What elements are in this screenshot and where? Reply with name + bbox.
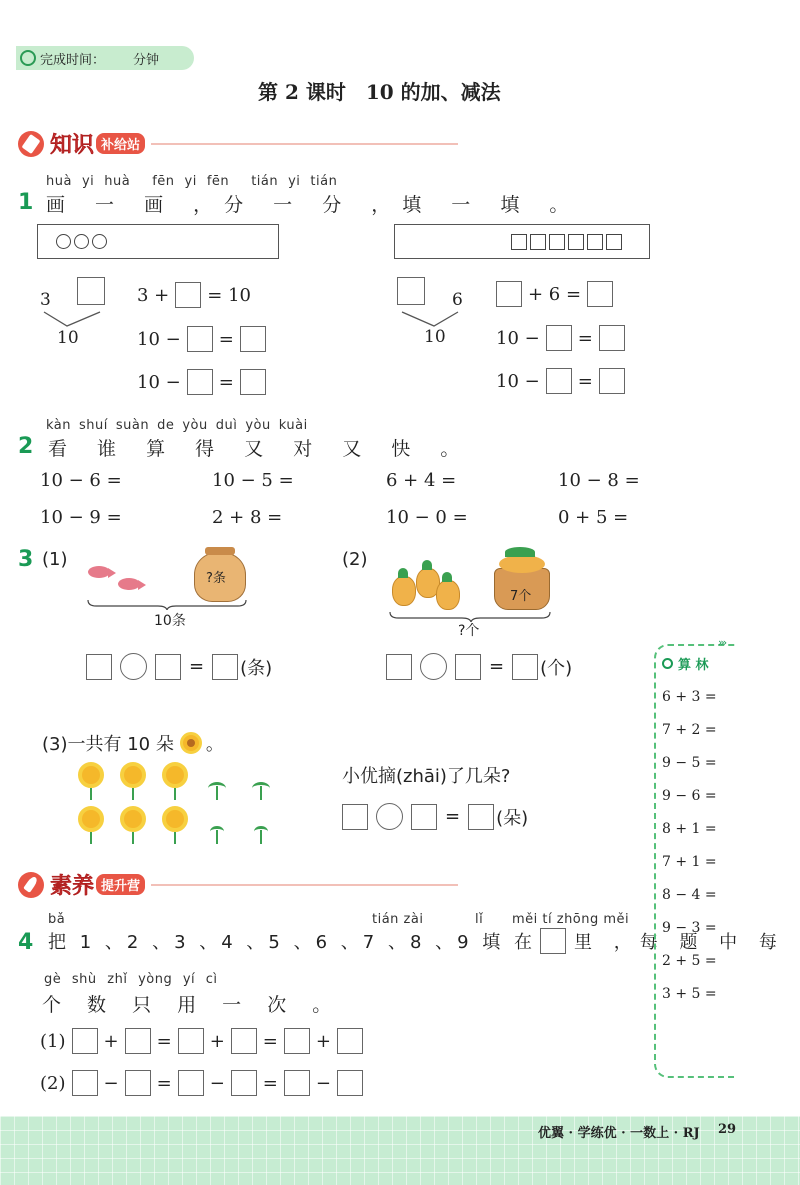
rocket-icon	[18, 872, 44, 898]
answer-box[interactable]	[337, 1070, 363, 1096]
sidebar-header	[662, 654, 736, 673]
q1-left-eq1: 3 + = 10	[137, 282, 251, 308]
q2-expr: 10 − 0 =	[386, 507, 468, 528]
sidebar-item: 6 + 3 =	[662, 689, 717, 705]
fish-icon	[118, 578, 140, 590]
section-subtitle: 提升营	[96, 874, 145, 895]
operator-circle[interactable]	[420, 653, 447, 680]
q1-left-eq3: 10 − =	[137, 369, 266, 395]
section-title: 素养	[50, 874, 95, 899]
basket-illustration	[494, 568, 550, 610]
answer-box[interactable]	[155, 654, 181, 680]
practice-sidebar	[654, 644, 736, 1078]
answer-box[interactable]	[342, 804, 368, 830]
q2-expr: 10 − 6 =	[40, 470, 122, 491]
answer-box[interactable]	[455, 654, 481, 680]
answer-box[interactable]	[187, 369, 213, 395]
answer-box[interactable]	[72, 1070, 98, 1096]
circle-icon	[74, 234, 89, 249]
sidebar-item: 2 + 5 =	[662, 953, 717, 969]
q3-part3-question: 小优摘(zhāi)了几朵?	[342, 766, 511, 787]
sunflower-icon	[180, 732, 202, 754]
clock-icon	[20, 50, 36, 66]
split-total: 10	[424, 327, 446, 347]
answer-box[interactable]	[178, 1070, 204, 1096]
q2-expr: 0 + 5 =	[558, 507, 629, 528]
q4-pinyin-d: měi tí zhōng měi	[512, 912, 630, 927]
page-number: 29	[718, 1122, 737, 1137]
answer-box[interactable]	[212, 654, 238, 680]
answer-box[interactable]	[397, 277, 425, 305]
sidebar-item: 9 − 6 =	[662, 788, 717, 804]
answer-box[interactable]	[284, 1070, 310, 1096]
answer-box[interactable]	[86, 654, 112, 680]
divider	[151, 143, 458, 145]
q3-number: 3	[18, 547, 34, 572]
answer-box[interactable]	[125, 1028, 151, 1054]
q2-pinyin: kàn shuí suàn de yòu duì yòu kuài	[46, 418, 308, 433]
footer-bar	[0, 1116, 800, 1185]
q2-expr: 6 + 4 =	[386, 470, 457, 491]
time-banner	[16, 46, 194, 70]
q1-right-eq3: 10 − =	[496, 368, 625, 394]
lesson-title: 第 2 课时 10 的加、减法	[258, 80, 501, 104]
square-icon	[568, 234, 584, 250]
sunflower-icon	[162, 806, 188, 832]
answer-box[interactable]	[540, 928, 566, 954]
q2-expr: 2 + 8 =	[212, 507, 283, 528]
divider	[151, 884, 458, 886]
q4-text-line2: 个 数 只 用 一 次 。	[42, 994, 342, 1016]
answer-box[interactable]	[175, 282, 201, 308]
answer-box[interactable]	[587, 281, 613, 307]
sidebar-list	[662, 689, 736, 1002]
answer-box[interactable]	[125, 1070, 151, 1096]
sunflower-icon	[78, 762, 104, 788]
circle-icon	[56, 234, 71, 249]
sidebar-item: 3 + 5 =	[662, 986, 717, 1002]
sidebar-title: 算 林	[678, 658, 709, 673]
answer-box[interactable]	[546, 325, 572, 351]
circle-icon	[662, 658, 673, 669]
square-icon	[511, 234, 527, 250]
sunflower-icon	[120, 762, 146, 788]
q2-expr: 10 − 9 =	[40, 507, 122, 528]
q3-part1-eq: = (条)	[86, 653, 272, 680]
q4-pinyin-c: lǐ	[475, 912, 484, 927]
answer-box[interactable]	[178, 1028, 204, 1054]
q4-pinyin-line2: gè shù zhǐ yòng yí cì	[44, 972, 218, 987]
basket-label: 7个	[510, 589, 532, 604]
q2-expr: 10 − 5 =	[212, 470, 294, 491]
answer-box[interactable]	[599, 368, 625, 394]
q3-part3-eq: = (朵)	[342, 803, 528, 830]
q1-right-eq2: 10 − =	[496, 325, 625, 351]
time-label: 完成时间：	[40, 52, 106, 68]
sunflower-icon	[162, 762, 188, 788]
q3-part3-text: (3)一共有 10 朵 。	[42, 734, 224, 755]
q2-expr: 10 − 8 =	[558, 470, 640, 491]
q2-number: 2	[18, 434, 34, 459]
q3-part2-label: (2)	[342, 549, 368, 570]
answer-box[interactable]	[512, 654, 538, 680]
square-icon	[606, 234, 622, 250]
fish-icon	[88, 566, 110, 578]
sunflower-icon	[120, 806, 146, 832]
answer-box[interactable]	[337, 1028, 363, 1054]
answer-box[interactable]	[411, 804, 437, 830]
circle-icon	[92, 234, 107, 249]
answer-box[interactable]	[231, 1070, 257, 1096]
q4-text-line1: 把 1 、2 、3 、4 、5 、6 、7 、8 、9 填 在 里 ，每 题 中 每	[48, 928, 785, 954]
q4-number: 4	[18, 930, 34, 955]
answer-box[interactable]	[72, 1028, 98, 1054]
sidebar-item: 9 − 3 =	[662, 920, 717, 936]
brace	[86, 598, 248, 610]
answer-box[interactable]	[599, 325, 625, 351]
fish-illustration	[84, 560, 154, 596]
jar-illustration	[194, 552, 246, 602]
q1-right-eq1: + 6 =	[496, 281, 613, 307]
q1-left-eq2: 10 − =	[137, 326, 266, 352]
answer-box[interactable]	[240, 326, 266, 352]
jar-label: ?条	[206, 571, 226, 586]
q4-pinyin-a: bǎ	[48, 912, 66, 927]
sidebar-item: 8 − 4 =	[662, 887, 717, 903]
split-part-a: 3	[40, 290, 51, 310]
section-banner-literacy	[18, 869, 458, 900]
q1-text: 画 一 画 ，分 一 分 ，填 一 填 。	[46, 194, 581, 216]
operator-circle[interactable]	[120, 653, 147, 680]
q1-right-draw-box[interactable]	[394, 224, 650, 259]
q4-pinyin-b: tián zài	[372, 912, 424, 927]
answer-box[interactable]	[546, 368, 572, 394]
split-part-b: 6	[452, 290, 463, 310]
answer-box[interactable]	[187, 326, 213, 352]
pencil-icon	[18, 131, 44, 157]
q4-part2-eq: (2) − = − = −	[40, 1070, 363, 1096]
square-icon	[587, 234, 603, 250]
time-unit: 分钟	[133, 52, 160, 68]
q4-part1-eq: (1) + = + = +	[40, 1028, 363, 1054]
answer-box[interactable]	[496, 281, 522, 307]
q1-left-draw-box[interactable]	[37, 224, 279, 259]
operator-circle[interactable]	[376, 803, 403, 830]
answer-box[interactable]	[240, 369, 266, 395]
sidebar-item: 7 + 1 =	[662, 854, 717, 870]
total-label: ?个	[458, 623, 480, 639]
section-subtitle: 补给站	[96, 133, 145, 154]
flower-grid	[74, 760, 284, 850]
split-lines	[42, 310, 102, 330]
q3-part1-label: (1)	[42, 549, 68, 570]
split-total: 10	[57, 328, 79, 348]
sidebar-item: 8 + 1 =	[662, 821, 717, 837]
answer-box[interactable]	[468, 804, 494, 830]
footer-brand: 优翼 · 学练优 · 一数上 · RJ	[538, 1126, 700, 1141]
square-icon	[549, 234, 565, 250]
total-label: 10条	[154, 613, 186, 629]
sunflower-icon	[78, 806, 104, 832]
answer-box[interactable]	[77, 277, 105, 305]
q3-part2-eq: = (个)	[386, 653, 572, 680]
chevrons-icon: ›››	[718, 636, 726, 649]
square-icon	[530, 234, 546, 250]
answer-box[interactable]	[386, 654, 412, 680]
q1-pinyin: huà yi huà fēn yi fēn tián yi tián	[46, 174, 338, 189]
section-banner-knowledge	[18, 128, 458, 159]
q1-number: 1	[18, 190, 34, 215]
section-title: 知识	[50, 133, 95, 158]
q2-text: 看 谁 算 得 又 对 又 快 。	[48, 438, 472, 460]
answer-box[interactable]	[284, 1028, 310, 1054]
answer-box[interactable]	[231, 1028, 257, 1054]
sidebar-item: 7 + 2 =	[662, 722, 717, 738]
sidebar-item: 9 − 5 =	[662, 755, 717, 771]
pineapple-illustration	[388, 560, 468, 610]
